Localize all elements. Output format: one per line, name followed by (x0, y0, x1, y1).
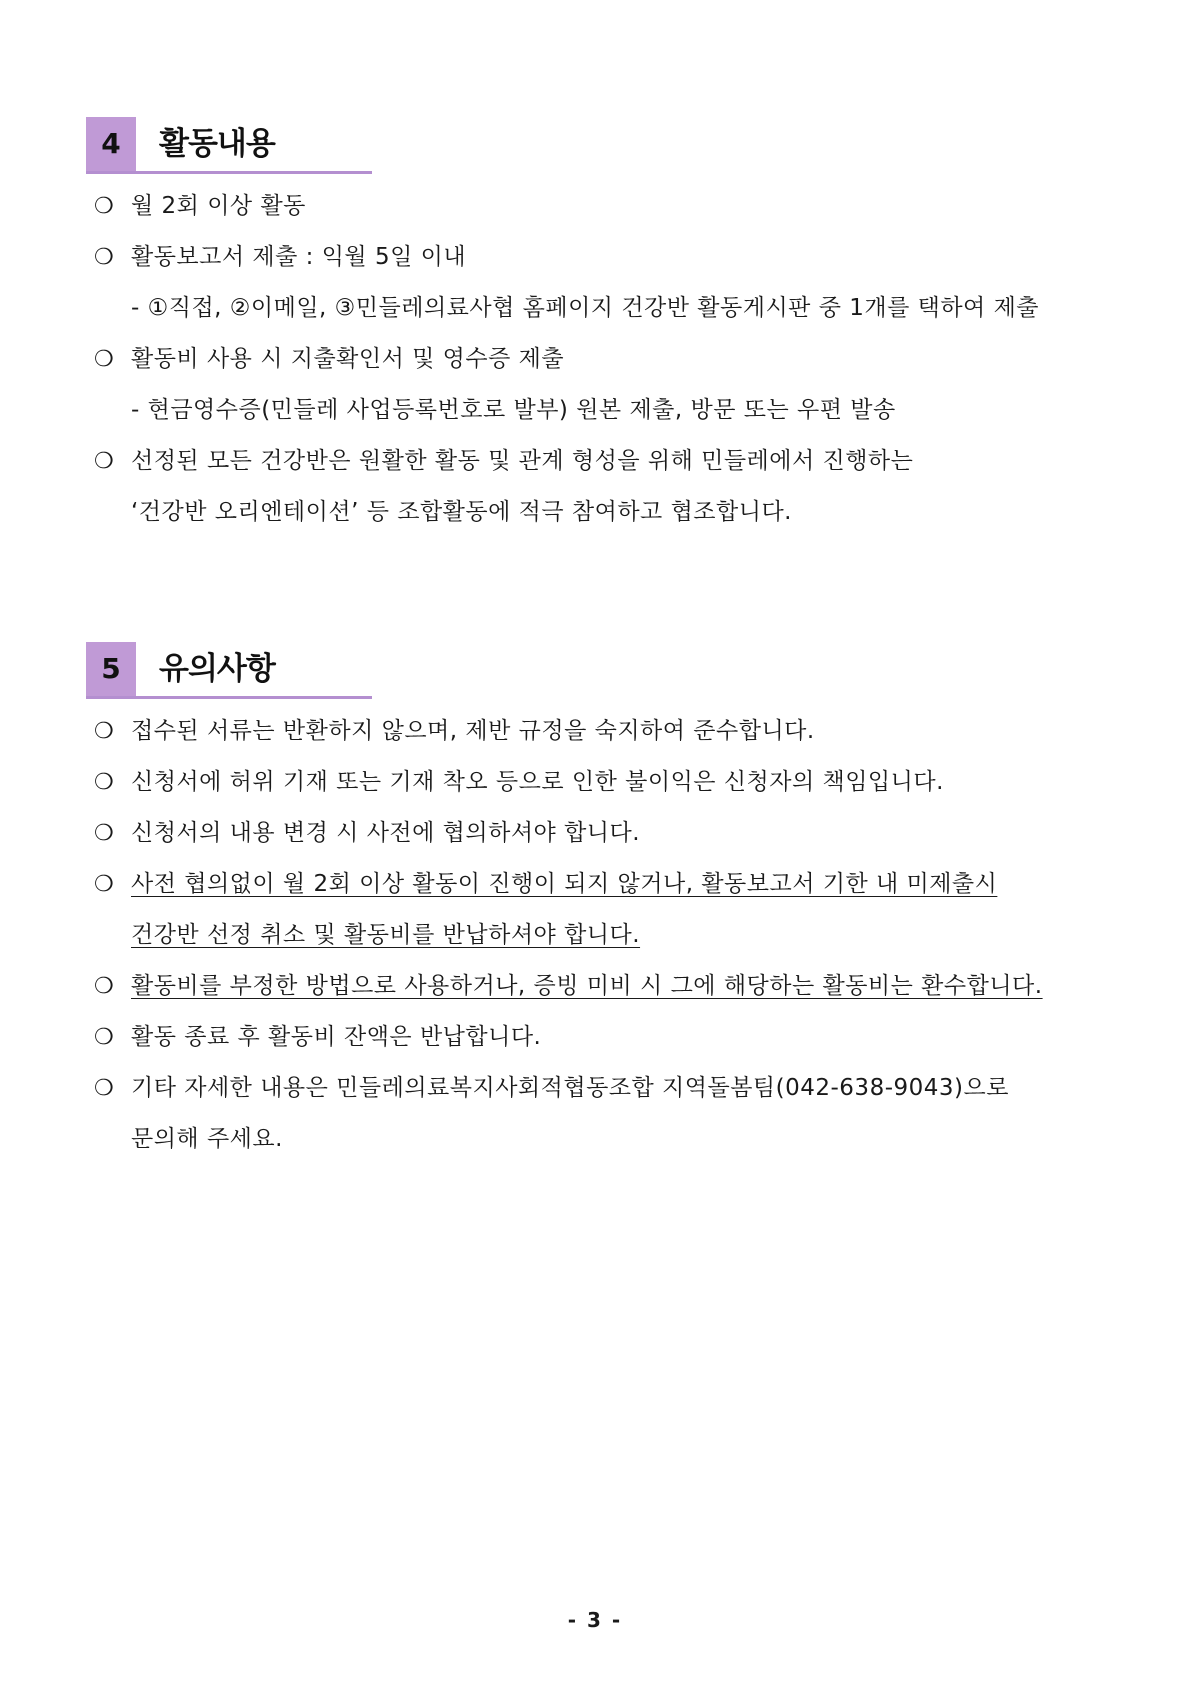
list-item-text: 신청서에 허위 기재 또는 기재 착오 등으로 인한 불이익은 신청자의 책임입니다. (131, 769, 944, 795)
list-item (86, 1012, 1106, 1063)
list-item (86, 181, 1106, 232)
bullet-circle-icon: ❍ (94, 347, 115, 372)
bullet-circle-icon: ❍ (94, 245, 115, 270)
bullet-circle-icon: ❍ (94, 719, 115, 744)
section-items (86, 181, 1106, 538)
list-item (86, 334, 1106, 385)
bullet-circle-icon: ❍ (94, 449, 115, 474)
section-title: 유의사항 (159, 651, 275, 687)
section-activity-content (86, 117, 1106, 538)
list-item (86, 859, 1106, 910)
bullet-circle-icon: ❍ (94, 821, 115, 846)
section-title: 활동내용 (159, 126, 275, 162)
bullet-circle-icon: ❍ (94, 1025, 115, 1050)
list-item (86, 757, 1106, 808)
list-item-text: 활동 종료 후 활동비 잔액은 반납합니다. (131, 1024, 542, 1050)
list-item (86, 808, 1106, 859)
list-item-text: 문의해 주세요. (131, 1126, 283, 1152)
list-item-text: ‘건강반 오리엔테이션’ 등 조합활동에 적극 참여하고 협조합니다. (131, 499, 792, 525)
list-item-text: 선정된 모든 건강반은 원활한 활동 및 관계 형성을 위해 민들레에서 진행하는 (131, 448, 914, 474)
section-underline (86, 171, 372, 174)
list-item-text: 신청서의 내용 변경 시 사전에 협의하셔야 합니다. (131, 820, 641, 846)
section-items (86, 706, 1106, 1165)
sub-item (86, 385, 1106, 436)
list-item (86, 436, 1106, 487)
list-item (86, 1063, 1106, 1114)
section-header (86, 117, 372, 171)
bullet-circle-icon: ❍ (94, 872, 115, 897)
bullet-circle-icon: ❍ (94, 1076, 115, 1101)
section-precautions (86, 642, 1106, 1165)
section-header (86, 642, 372, 696)
list-item-continuation (86, 910, 1106, 961)
list-item-text-underlined: 사전 협의없이 월 2회 이상 활동이 진행이 되지 않거나, 활동보고서 기한 내 미제출시 (131, 871, 998, 897)
list-item-continuation (86, 1114, 1106, 1165)
list-item-text: 월 2회 이상 활동 (131, 193, 306, 219)
page-number: - 3 - (567, 1608, 623, 1632)
list-item (86, 961, 1106, 1012)
section-number: 4 (86, 117, 136, 171)
list-item-text: 활동보고서 제출 : 익월 5일 이내 (131, 244, 467, 270)
list-item-text-underlined: 건강반 선정 취소 및 활동비를 반납하셔야 합니다. (131, 922, 641, 948)
section-underline (86, 696, 372, 699)
list-item (86, 706, 1106, 757)
sub-item (86, 283, 1106, 334)
list-item-text: 기타 자세한 내용은 민들레의료복지사회적협동조합 지역돌봄팀(042-638-9043)으로 (131, 1075, 1009, 1101)
sub-item-text: - ①직접, ②이메일, ③민들레의료사협 홈페이지 건강반 활동게시판 중 1개를 택하여 제출 (131, 295, 1039, 321)
bullet-circle-icon: ❍ (94, 770, 115, 795)
bullet-circle-icon: ❍ (94, 194, 115, 219)
bullet-circle-icon: ❍ (94, 974, 115, 999)
list-item-text: 활동비 사용 시 지출확인서 및 영수증 제출 (131, 346, 565, 372)
list-item-text-underlined: 활동비를 부정한 방법으로 사용하거나, 증빙 미비 시 그에 해당하는 활동비는 환수합니다. (131, 973, 1043, 999)
list-item-continuation (86, 487, 1106, 538)
list-item-text: 접수된 서류는 반환하지 않으며, 제반 규정을 숙지하여 준수합니다. (131, 718, 815, 744)
list-item (86, 232, 1106, 283)
section-number: 5 (86, 642, 136, 696)
sub-item-text: - 현금영수증(민들레 사업등록번호로 발부) 원본 제출, 방문 또는 우편 발송 (131, 397, 896, 423)
